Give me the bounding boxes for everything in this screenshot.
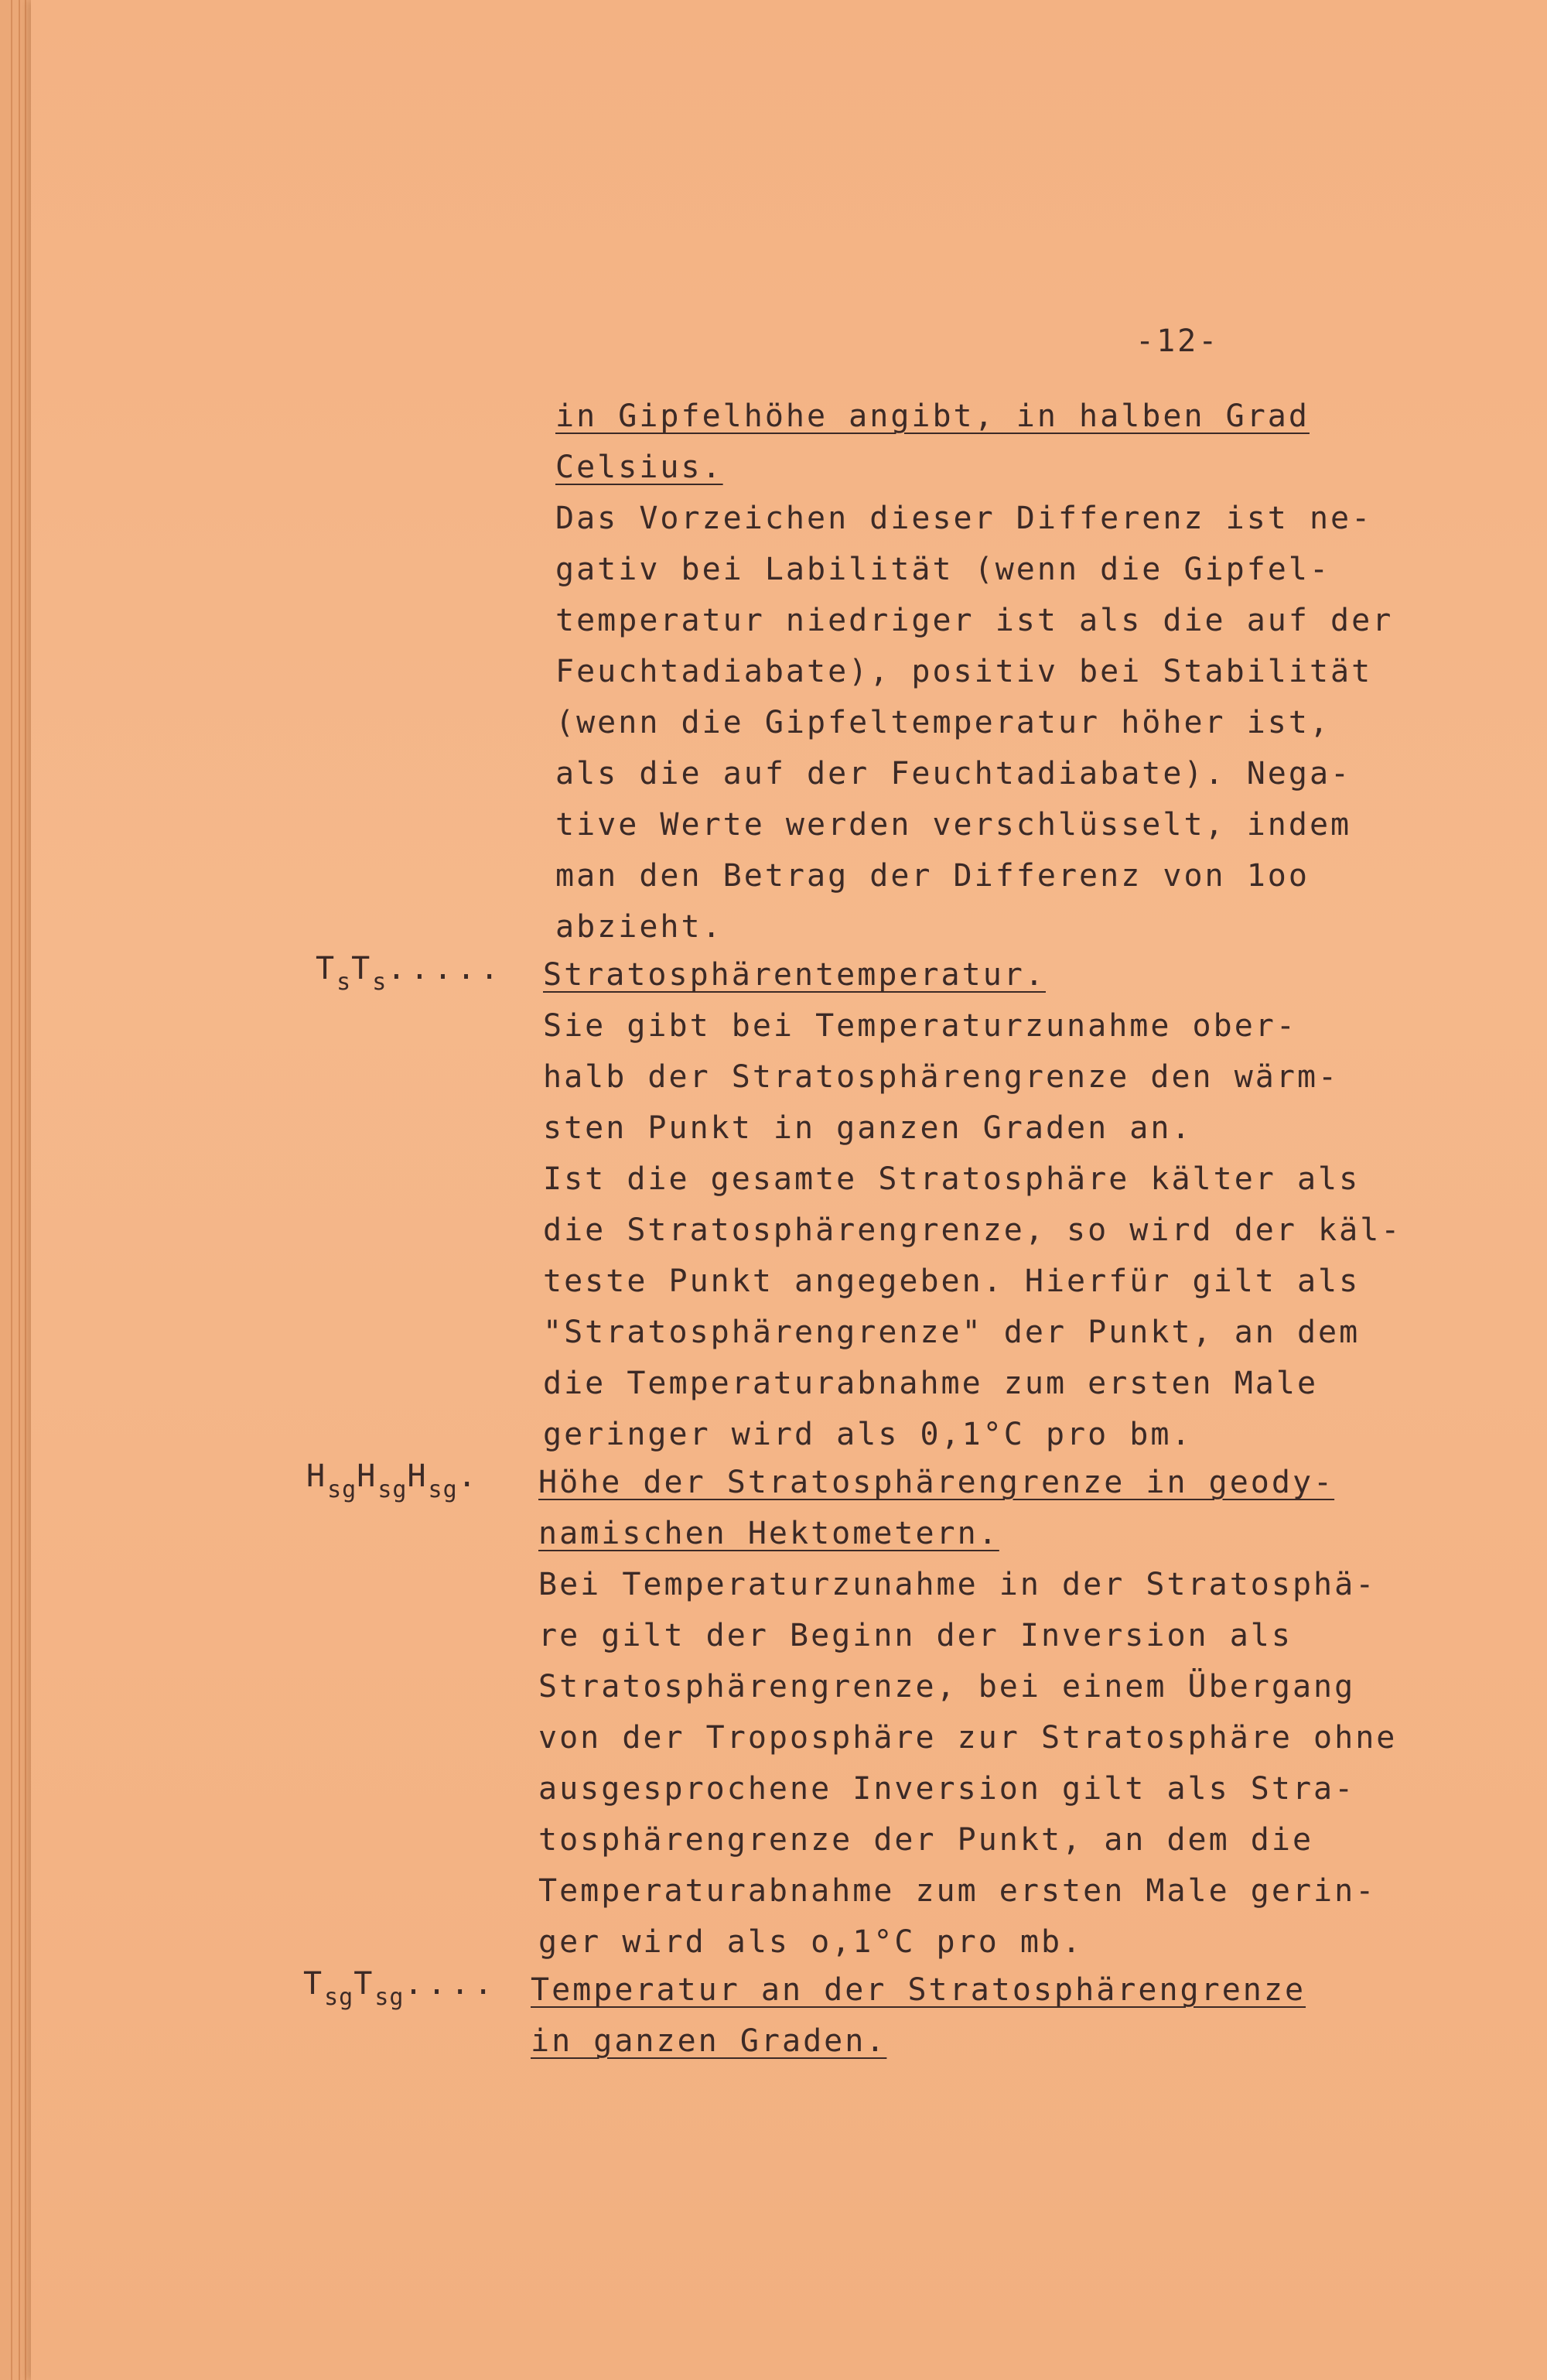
text-line: re gilt der Beginn der Inversion als [538, 1618, 1293, 1653]
entry-label-stratosphere-boundary-temperature [303, 1966, 497, 2011]
text-line: in Gipfelhöhe angibt, in halben Grad [555, 398, 1310, 434]
text-line: man den Betrag der Differenz von 1oo [555, 858, 1310, 894]
label-leader-dots: ..... [387, 951, 504, 987]
label-letter: H [306, 1458, 328, 1494]
entry-heading: Höhe der Stratosphärengrenze in geody- [538, 1465, 1335, 1500]
label-letter: H [357, 1458, 378, 1494]
text-line: Temperaturabnahme zum ersten Male gerin- [538, 1873, 1377, 1909]
text-line [531, 2023, 887, 2059]
text-line: ausgesprochene Inversion gilt als Stra- [538, 1771, 1356, 1807]
text-line: von der Troposphäre zur Stratosphäre ohne [538, 1720, 1398, 1756]
underlined-word: Celsius. [555, 450, 723, 485]
label-subscript: s [372, 969, 388, 996]
text-line: (wenn die Gipfeltemperatur höher ist, [555, 705, 1331, 740]
text-line: tive Werte werden verschlüsselt, indem [555, 807, 1352, 843]
entry-heading: Stratosphärentemperatur. [543, 957, 1046, 993]
label-subscript: sg [327, 1476, 357, 1503]
text-line: Das Vorzeichen dieser Differenz ist ne- [555, 501, 1373, 536]
text-line: teste Punkt angegeben. Hierfür gilt als [543, 1264, 1361, 1299]
text-line: gativ bei Labilität (wenn die Gipfel- [555, 552, 1331, 587]
text-line: tosphärengrenze der Punkt, an dem die [538, 1822, 1314, 1858]
label-leader-dots: . [457, 1458, 481, 1494]
label-letter: H [407, 1458, 429, 1494]
text-line: geringer wird als 0,1°C pro bm. [543, 1417, 1193, 1452]
text-line: Bei Temperaturzunahme in der Stratosphä- [538, 1567, 1377, 1602]
text-line: Stratosphärengrenze, bei einem Übergang [538, 1669, 1356, 1705]
label-letter: T [351, 951, 373, 987]
text-line [555, 452, 723, 483]
text-line: Ist die gesamte Stratosphäre kälter als [543, 1161, 1361, 1197]
text-line: die Temperaturabnahme zum ersten Male [543, 1366, 1319, 1401]
label-letter: T [353, 1966, 375, 2002]
entry-heading: namischen Hektometern. [538, 1516, 999, 1551]
entry-label-stratosphere-temperature [316, 951, 504, 996]
underlined-phrase: in ganzen Graden. [531, 2023, 887, 2059]
text-line: als die auf der Feuchtadiabate). Nega- [555, 756, 1352, 792]
label-leader-dots: .... [404, 1966, 497, 2002]
label-subscript: sg [324, 1984, 354, 2011]
label-subscript: sg [377, 1476, 408, 1503]
entry-heading: Temperatur an der Stratosphärengrenze [531, 1972, 1306, 2008]
text-line: "Stratosphärengrenze" der Punkt, an dem [543, 1315, 1361, 1350]
entry-label-stratosphere-height [306, 1458, 481, 1503]
label-subscript: sg [374, 1984, 405, 2011]
text-line: sten Punkt in ganzen Graden an. [543, 1110, 1193, 1146]
text-line: halb der Stratosphärengrenze den wärm- [543, 1059, 1340, 1095]
text-line: temperatur niedriger ist als die auf der [555, 603, 1394, 638]
label-subscript: sg [428, 1476, 458, 1503]
text-line: die Stratosphärengrenze, so wird der käl- [543, 1212, 1402, 1248]
label-subscript: s [336, 969, 352, 996]
text-line: abzieht. [555, 909, 723, 945]
label-letter: T [303, 1966, 325, 2002]
text-line: Feuchtadiabate), positiv bei Stabilität [555, 654, 1373, 689]
text-line: Sie gibt bei Temperaturzunahme ober- [543, 1008, 1297, 1044]
page-number: -12- [1135, 323, 1220, 359]
label-letter: T [316, 951, 337, 987]
text-line: ger wird als o,1°C pro mb. [538, 1924, 1084, 1960]
